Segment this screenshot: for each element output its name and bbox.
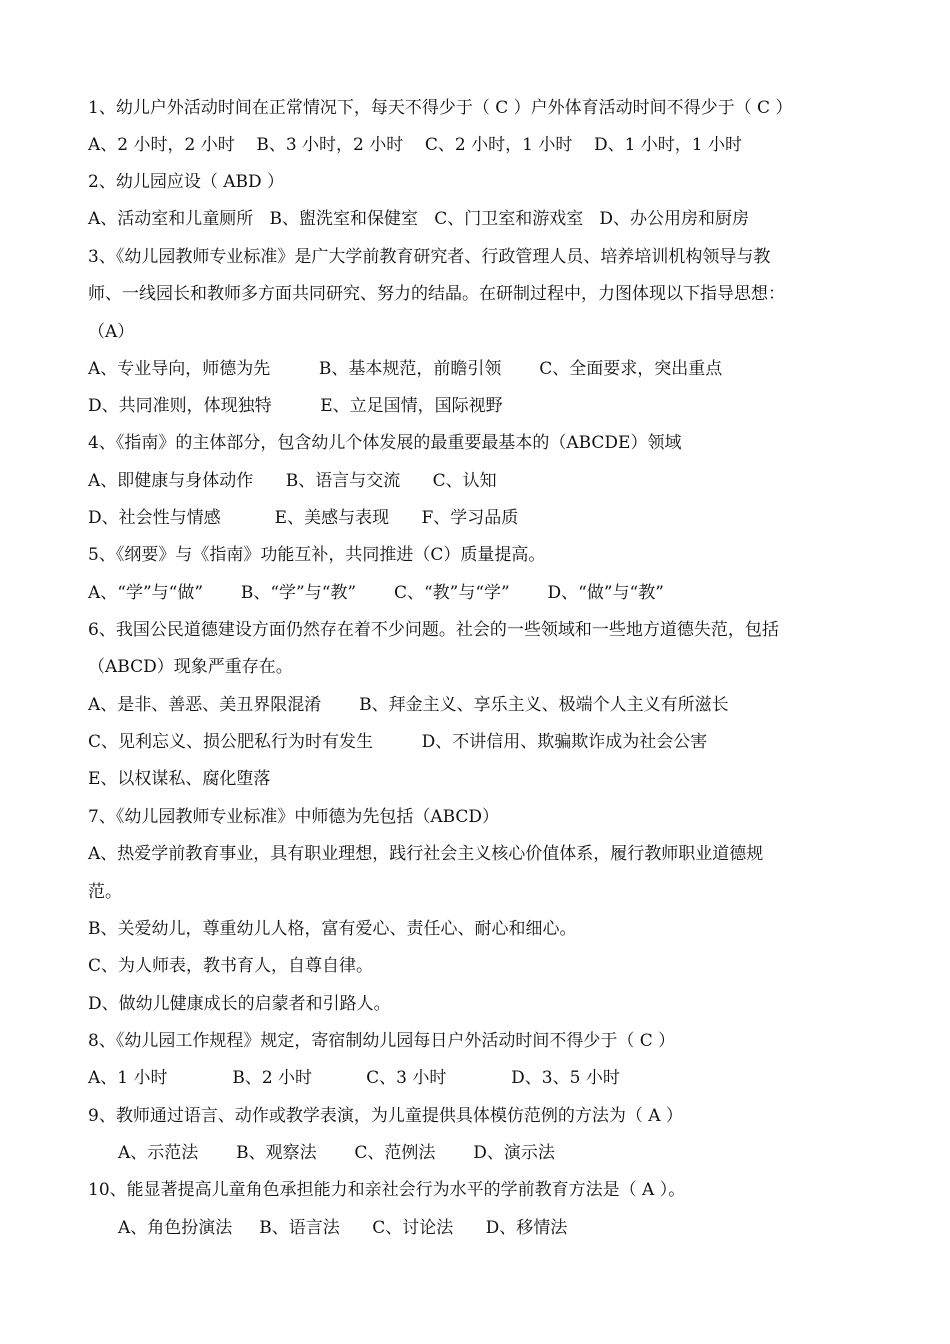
q8-text: 8、《幼儿园工作规程》规定，寄宿制幼儿园每日户外活动时间不得少于（ C ） (88, 1031, 676, 1051)
q6-options-row2: C、见利忘义、损公肥私行为时有发生 D、不讲信用、欺骗欺诈成为社会公害 (88, 732, 708, 752)
q4-options-row1: A、即健康与身体动作 B、语言与交流 C、认知 (88, 471, 497, 491)
q2-text: 2、幼儿园应设（ ABD ） (88, 172, 285, 192)
q10-options: A、角色扮演法 B、语言法 C、讨论法 D、移情法 (118, 1218, 568, 1238)
q1-options: A、2 小时，2 小时 B、3 小时，2 小时 C、2 小时，1 小时 D、1 小时，1 小时 (88, 135, 743, 155)
q3-answer: （A） (88, 322, 135, 342)
q9-text: 9、教师通过语言、动作或教学表演，为儿童提供具体模仿范例的方法为（ A ） (88, 1106, 683, 1126)
q7-text: 7、《幼儿园教师专业标准》中师德为先包括（ABCD） (88, 807, 500, 827)
q7-option-b: B、关爱幼儿，尊重幼儿人格，富有爱心、责任心、耐心和细心。 (88, 919, 577, 939)
q3-options-row2: D、共同准则，体现独特 E、立足国情，国际视野 (88, 396, 503, 416)
q7-option-a-line2: 范。 (88, 882, 122, 902)
q6-options-row1: A、是非、善恶、美丑界限混淆 B、拜金主义、享乐主义、极端个人主义有所滋长 (88, 695, 729, 715)
q1-text: 1、幼儿户外活动时间在正常情况下，每天不得少于（ C ）户外体育活动时间不得少于（ C ） (88, 98, 793, 118)
q5-options: A、“学”与“做” B、“学”与“教” C、“教”与“学” D、“做”与“教” (88, 583, 664, 603)
q9-options: A、示范法 B、观察法 C、范例法 D、演示法 (118, 1143, 555, 1163)
q3-options-row1: A、专业导向，师德为先 B、基本规范，前瞻引领 C、全面要求，突出重点 (88, 359, 723, 379)
q6-text-line2: （ABCD）现象严重存在。 (88, 657, 293, 677)
q10-text: 10、能显著提高儿童角色承担能力和亲社会行为水平的学前教育方法是（ A ）。 (88, 1180, 686, 1200)
q7-option-d: D、做幼儿健康成长的启蒙者和引路人。 (88, 994, 391, 1014)
q4-text: 4、《指南》的主体部分，包含幼儿个体发展的最重要最基本的（ABCDE）领域 (88, 433, 682, 453)
q6-text-line1: 6、我国公民道德建设方面仍然存在着不少问题。社会的一些领域和一些地方道德失范，包括 (88, 620, 779, 640)
q4-options-row2: D、社会性与情感 E、美感与表现 F、学习品质 (88, 508, 519, 528)
q8-options: A、1 小时 B、2 小时 C、3 小时 D、3、5 小时 (88, 1068, 620, 1088)
q6-options-row3: E、以权谋私、腐化堕落 (88, 769, 271, 789)
q7-option-a-line1: A、热爱学前教育事业，具有职业理想，践行社会主义核心价值体系，履行教师职业道德规 (88, 844, 764, 864)
q7-option-c: C、为人师表，教书育人，自尊自律。 (88, 956, 374, 976)
q3-text-line1: 3、《幼儿园教师专业标准》是广大学前教育研究者、行政管理人员、培养培训机构领导与教 (88, 247, 771, 267)
q5-text: 5、《纲要》与《指南》功能互补，共同推进（C）质量提高。 (88, 545, 546, 565)
q3-text-line2: 师、一线园长和教师多方面共同研究、努力的结晶。在研制过程中，力图体现以下指导思想： (88, 284, 785, 304)
q2-options: A、活动室和儿童厕所 B、盥洗室和保健室 C、门卫室和游戏室 D、办公用房和厨房 (88, 209, 750, 229)
